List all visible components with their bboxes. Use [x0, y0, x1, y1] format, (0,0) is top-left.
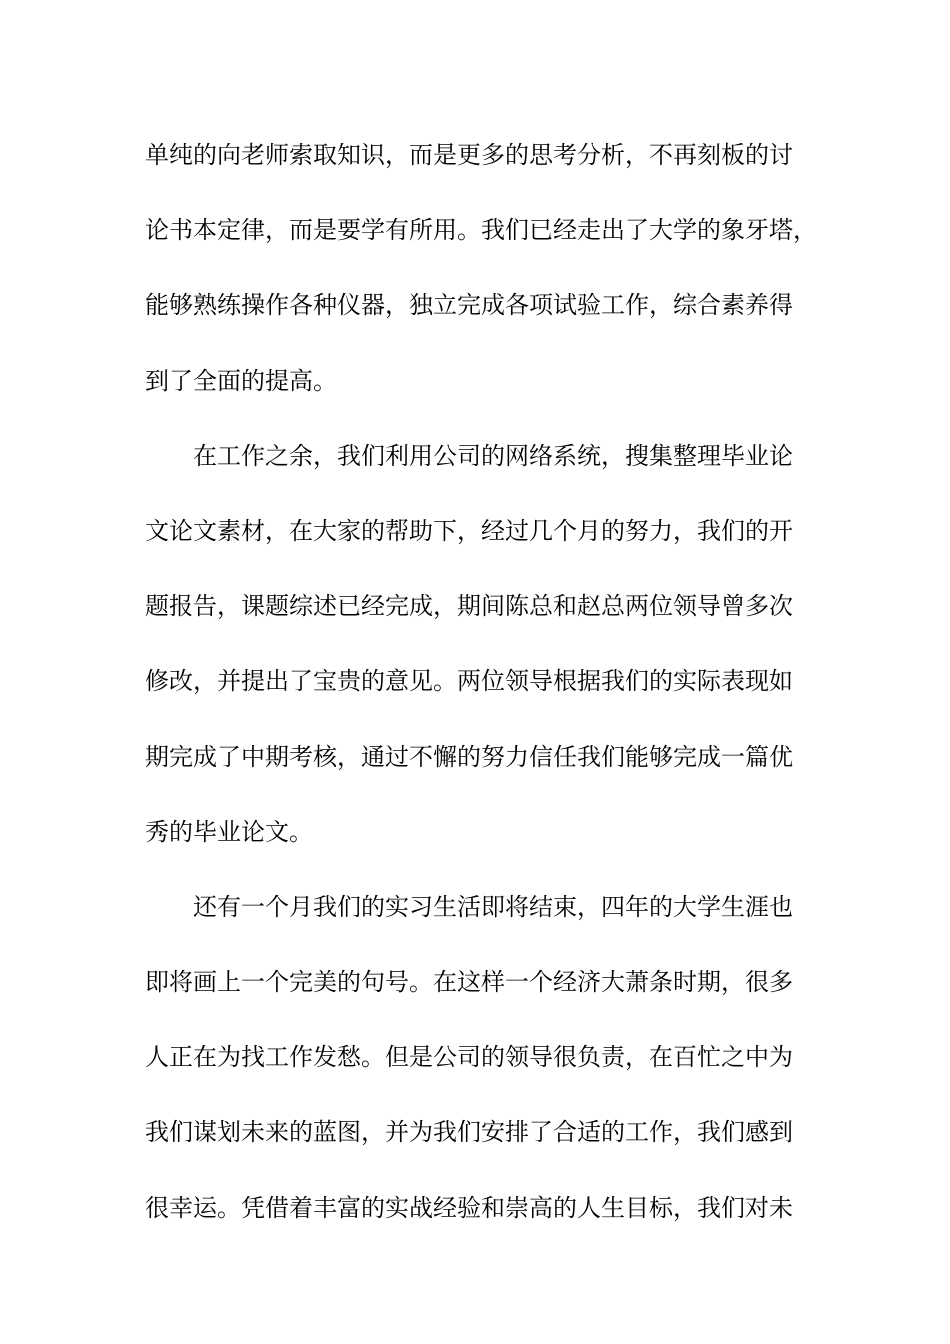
text-line: 人正在为找工作发愁。但是公司的领导很负责，在百忙之中为 — [145, 1043, 793, 1072]
text-line: 文论文素材，在大家的帮助下，经过几个月的努力，我们的开 — [145, 516, 793, 545]
text-line: 很幸运。凭借着丰富的实战经验和崇高的人生目标，我们对未 — [145, 1193, 793, 1222]
text-line: 秀的毕业论文。 — [145, 817, 313, 846]
text-line: 即将画上一个完美的句号。在这样一个经济大萧条时期，很多 — [145, 968, 793, 997]
text-line: 能够熟练操作各种仪器，独立完成各项试验工作，综合素养得 — [145, 291, 793, 320]
document-body — [145, 118, 815, 1246]
text-line: 期完成了中期考核，通过不懈的努力信任我们能够完成一篇优 — [145, 742, 793, 771]
text-line: 单纯的向老师索取知识，而是更多的思考分析，不再刻板的讨 — [145, 141, 793, 169]
text-line: 我们谋划未来的蓝图，并为我们安排了合适的工作，我们感到 — [145, 1118, 793, 1147]
paragraph-start-line: 还有一个月我们的实习生活即将结束，四年的大学生涯也 — [193, 892, 793, 921]
paragraph-start-line: 在工作之余，我们利用公司的网络系统，搜集整理毕业论 — [193, 441, 793, 470]
text-line: 论书本定律，而是要学有所用。我们已经走出了大学的象牙塔， — [145, 216, 817, 245]
text-line: 修改，并提出了宝贵的意见。两位领导根据我们的实际表现如 — [145, 667, 793, 696]
text-line: 到了全面的提高。 — [145, 366, 337, 395]
text-line: 题报告，课题综述已经完成，期间陈总和赵总两位领导曾多次 — [145, 592, 793, 621]
